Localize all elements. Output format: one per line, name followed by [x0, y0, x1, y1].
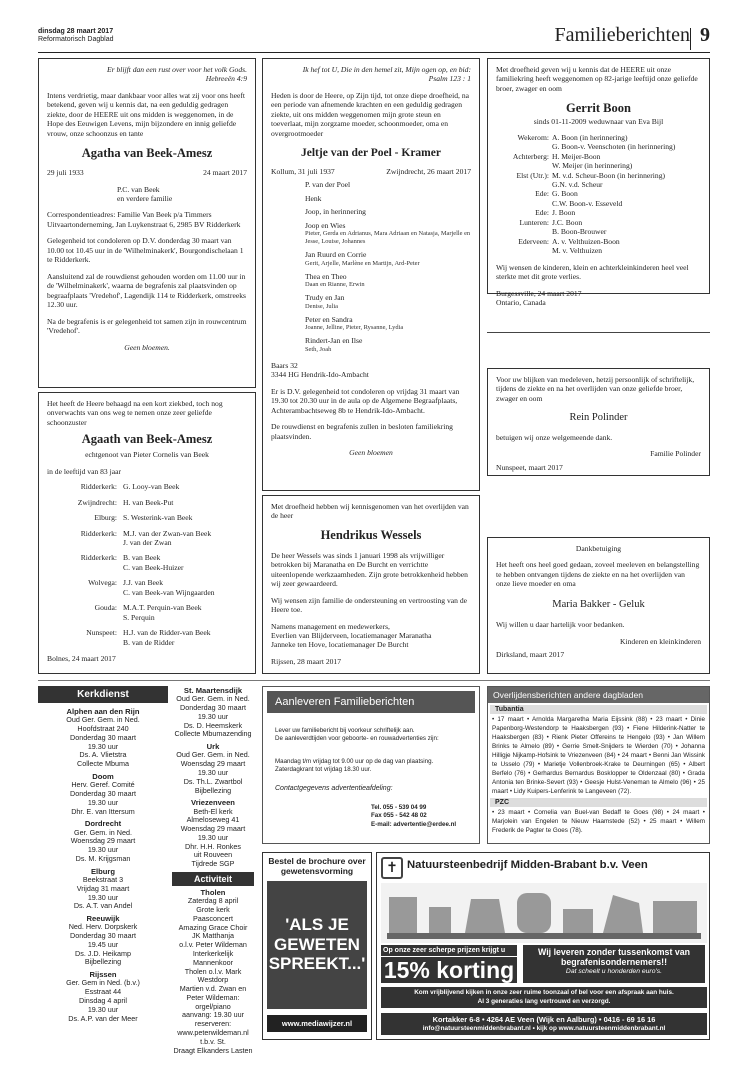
- family-member: Rindert-Jan en Ilse: [305, 336, 363, 346]
- family-group: [305, 250, 471, 267]
- brochure-cover: 'ALS JE GEWETEN SPREEKT...': [267, 881, 367, 1009]
- church-place: Elburg: [90, 866, 116, 876]
- kerkdienst-title: Kerkdienst: [38, 686, 168, 703]
- family-member: Peter en Sandra: [305, 314, 353, 324]
- quote-text: Ik hef tot U, Die in den hemel zit, Mijn ogen op, en bid:: [302, 65, 471, 74]
- family-member: P. van der Poel: [305, 180, 351, 190]
- instruction-1: Lever uw familiebericht bij voorkeur schriftelijk aan.: [275, 727, 415, 734]
- grandchildren: Seth, Joah: [305, 345, 332, 353]
- church-entry: [38, 867, 168, 911]
- paper-tubantia: Tubantia: [490, 705, 707, 714]
- family-row: [47, 553, 247, 572]
- deceased-name: Hendrikus Wessels: [320, 527, 422, 542]
- family-row: [47, 482, 247, 491]
- church-place: Alphen aan den Rijn: [66, 707, 140, 716]
- family-names: M. v.d. Scheur-Boon (in herinnering) G.N. v.d. Scheur: [552, 170, 666, 189]
- brochure-url[interactable]: www.mediawijzer.nl: [267, 1015, 367, 1032]
- signer-family: en verdere familie: [117, 193, 173, 203]
- page-number: 9: [700, 24, 710, 46]
- activity-place: Tholen: [200, 888, 226, 898]
- widower-line: sinds 01-11-2009 weduwnaar van Eva Bijl: [533, 117, 664, 127]
- correspondence-address: Correspondentieadres: Familie Van Beek p/a Timmers Uitvaartonderneming, Jan Luykenstraat 6, 2985 BV Ridderkerk: [47, 210, 241, 229]
- aanleveren-box: [262, 686, 480, 844]
- address-line: Kortakker 6-8 • 4264 AE Veen (Wijk en Aalburg) • 0416 - 69 16 16: [432, 1015, 656, 1024]
- family-row: [496, 133, 701, 152]
- church-place: Vriezenveen: [191, 798, 235, 808]
- header-date: dinsdag 28 maart 2017: [38, 28, 114, 35]
- deceased-name: Maria Bakker - Geluk: [552, 598, 645, 610]
- church-entry: [172, 798, 254, 869]
- place-date: Bolnes, 24 maart 2017: [47, 654, 116, 664]
- family-names: H.J. van de Ridder-van Beek B. van de Ridder: [123, 628, 211, 647]
- family-member: Thea en Theo: [305, 271, 347, 281]
- family-row: [47, 578, 247, 597]
- family-row: [47, 513, 247, 522]
- birth-date: 29 juli 1933: [47, 168, 84, 178]
- church-entry: [38, 914, 168, 967]
- notice-intro: Met droefheid hebben wij kennisgenomen van het overlijden van de heer: [271, 502, 469, 521]
- family-names: S. Westerink-van Beek: [123, 513, 193, 523]
- family-names: J.C. Boon B. Boon-Brouwer: [552, 217, 607, 237]
- no-intermediary: Wij leveren zonder tussenkomst van begrafenisondernemers!!: [538, 947, 690, 967]
- funeral-info: De rouwdienst en begrafenis zullen in besloten familiekring plaatsvinden.: [271, 422, 453, 441]
- church-place: Rijssen: [89, 970, 117, 980]
- family-row: [496, 171, 701, 190]
- notice-wish: Wij wensen zijn familie de ondersteuning en vertroosting van de Heere toe.: [271, 595, 468, 615]
- family-member: Joop, in herinnering: [305, 207, 366, 217]
- tubantia-list: • 17 maart • Arnolda Margaretha Maria Eijssink (88) • 23 maart • Dinie Papenborg-Westendorp te Haaksbergen (93) • Fiene Hilderink-Natter te Haaksbergen (83) • Rienk Pieter Offereins te Hengelo (93) • Jan Willem Brinks te Almelo (89) • Gerrie Smelt-Snijders te Wierden (70) • Johanna Hilligje Nijkamp-Hofsink te Vriezenveen (84) • 24 maart • Benni Jan Wissink te Usselo (79) • Marietje Vollenbroek-Krake te Deurningen (65) • Albert Berfelo (76) • Gerhardus Bernardus Bosklopper te Oldenzaal (80) • Grada Antonia ten Brinke-Severt (93) • Geesje Hulst-Veneman te Almelo (96) • 25 maart • Lidy Kuipers-Lenferink te Langeveen (72).: [492, 716, 705, 795]
- church-entry: [172, 742, 254, 795]
- no-intermediary-box: [523, 945, 705, 983]
- deceased-name: Agatha van Beek-Amesz: [81, 146, 213, 161]
- family-group: [305, 272, 471, 289]
- grandchildren: Gerit, Arjelle, Marlène en Martijn, Ard-Peter: [305, 259, 420, 267]
- birth-date: Kollum, 31 juli 1937: [271, 166, 335, 176]
- church-details: Ned. Herv. Dorpskerk Donderdag 30 maart 19.45 uur Ds. J.D. Heikamp Bijbellezing: [68, 922, 138, 967]
- activity-text: Zaterdag 8 april Grote kerk Paasconcert Amazing Grace Choir JK Matthanja o.l.v. Peter Wildeman Interkerkelijk Mannenkoor Tholen o.l.v. Mark Westdorp Martien v.d. Zwan en Peter Wildeman: orgel/piano aanvang: 19.30 uur reserveren: www.peterwildeman.nl t.b.v. St. Draagt Elkanders Lasten: [173, 896, 253, 1055]
- church-entry: [38, 772, 168, 816]
- brochure-heading: Bestel de brochure over gewetensvorming: [268, 856, 366, 876]
- notice-wessels: [262, 495, 480, 674]
- family-row: [496, 237, 701, 256]
- church-entry: [172, 686, 254, 739]
- church-details: Beth-El kerk Almeloseweg 41 Woensdag 29 maart 19.30 uur Dhr. H.H. Ronkes uit Rouveen Tijdrede SGP: [180, 806, 246, 869]
- family-place: Ede:: [535, 189, 549, 199]
- family-place: Wekerom:: [517, 132, 549, 142]
- thanks-title: Dankbetuiging: [575, 544, 622, 553]
- family-place: Elst (Utr.):: [516, 170, 549, 180]
- family-names: M.A.T. Perquin-van Beek S. Perquin: [123, 603, 202, 622]
- church-entry: [38, 970, 168, 1023]
- family-group: [305, 293, 471, 310]
- family-place: Ridderkerk:: [80, 553, 117, 563]
- family-member: Henk: [305, 193, 322, 203]
- church-details: Beekstraat 3 Vrijdag 31 maart 19.30 uur Ds. A.T. van Andel: [73, 874, 133, 911]
- church-place: St. Maartensdijk: [183, 686, 243, 695]
- signature-block: Namens management en medewerkers, Everlien van Blijderveen, locatiemanager Maranatha Janneke ten Hove, locatiemanager De Burcht: [271, 621, 432, 650]
- church-list: [172, 686, 254, 869]
- natuursteen-ad: [376, 852, 710, 1040]
- signature: Kinderen en kleinkinderen: [620, 636, 701, 646]
- family-group: [305, 221, 471, 246]
- family-row: [47, 529, 247, 548]
- family-row: [496, 189, 701, 208]
- family-group: [305, 315, 471, 332]
- column-rule: [487, 332, 710, 333]
- notice-text: De heer Wessels was sinds 1 januari 1998 als vrijwilliger betrokken bij Maranatha en De Burcht en verrichtte uiteenlopende werkzaamheden. Zijn grote betrokkenheid hebben wij zeer gewaardeerd.: [271, 550, 468, 589]
- family-place: Ridderkerk:: [80, 528, 117, 538]
- place-date: Burgessville, 24 maart 2017 Ontario, Canada: [496, 288, 582, 308]
- family-names: H. Meijer-Boon W. Meijer (in herinnering): [552, 151, 633, 171]
- header-rule: [38, 52, 710, 53]
- quote-ref: Hebreeën 4:9: [205, 74, 247, 84]
- family-place: Achterberg:: [512, 151, 549, 161]
- thanks-intro: Voor uw blijken van medeleven, hetzij persoonlijk of schriftelijk, tijdens de ziekte en na het overlijden van onze geliefde broer, zwager en oom: [496, 375, 695, 403]
- address: Baars 32 3344 HG Hendrik-Ido-Ambacht: [271, 360, 369, 380]
- wish-text: Wij wensen de kinderen, klein en achterkleinkinderen heel veel sterkte met dit grote verlies.: [496, 262, 689, 282]
- overlijdens-box: [487, 686, 710, 844]
- deceased-name: Gerrit Boon: [566, 101, 631, 116]
- family-names: H. van Beek-Put: [123, 497, 174, 507]
- church-list: [38, 707, 168, 1023]
- church-place: Urk: [206, 742, 220, 752]
- paper-pzc: PZC: [490, 798, 707, 807]
- family-list: [47, 482, 247, 647]
- family-names: J. Boon: [552, 208, 576, 218]
- notice-agaath: [38, 392, 256, 674]
- family-member: Jan Ruurd en Corrie: [305, 250, 367, 260]
- deadline-1: Maandag t/m vrijdag tot 9.00 uur op de dag van plaatsing.: [275, 757, 434, 765]
- web-line[interactable]: info@natuursteenmiddenbrabant.nl • kijk op www.natuursteenmiddenbrabant.nl: [422, 1024, 666, 1032]
- family-place: Ridderkerk:: [80, 482, 117, 492]
- bottom-rule: [38, 680, 710, 681]
- family-place: Ederveen:: [518, 236, 549, 246]
- family-place: Wolvega:: [88, 578, 117, 588]
- instruction-2: De aanleverdtijden voor geboorte- en rouwadvertenties zijn:: [275, 735, 439, 743]
- family-member: Trudy en Jan: [305, 293, 345, 303]
- aanleveren-title: Aanleveren Familieberichten: [267, 691, 475, 713]
- place-date: Nunspeet, maart 2017: [496, 462, 563, 472]
- notice-intro: Het heeft de Heere behaagd na een kort ziekbed, toch nog onverwachts van ons weg te nemen onze zeer geliefde schoonzuster: [47, 399, 223, 427]
- deceased-name: Agaath van Beek-Amesz: [81, 432, 213, 447]
- activiteit-title: Activiteit: [172, 872, 254, 886]
- church-entry: [38, 707, 168, 769]
- notice-jeltje: [262, 58, 480, 491]
- signer: P.C. van Beek: [117, 184, 160, 194]
- notice-bakker: [487, 537, 710, 674]
- contact-tel: Tel. 055 - 539 04 99: [371, 803, 427, 811]
- death-date: 24 maart 2017: [203, 168, 247, 178]
- place-date: Dirksland, maart 2017: [496, 650, 565, 660]
- header-divider: [690, 28, 691, 50]
- grandchildren: Pieter, Gerda en Adrianus, Mara Adriaan en Natasja, Marjelle en Jesse, Louise, Johannes: [305, 230, 471, 246]
- family-place: Lunteren:: [519, 217, 549, 227]
- family-names: G. Boon C.W. Boon-v. Esseveld: [552, 189, 623, 208]
- kerkdienst-column-2: [172, 686, 254, 1055]
- contact-fax: Fax 055 - 542 48 02: [371, 812, 427, 820]
- header-paper: Reformatorisch Dagblad: [38, 35, 114, 43]
- death-date: Zwijndrecht, 26 maart 2017: [386, 166, 471, 176]
- promo-text: Op onze zeer scherpe prijzen krijgt u: [381, 945, 517, 956]
- family-row: [47, 498, 247, 507]
- family-row: [47, 628, 247, 647]
- family-list: [271, 180, 471, 353]
- place-date: Rijssen, 28 maart 2017: [271, 656, 342, 666]
- contact-email[interactable]: E-mail: advertentie@erdee.nl: [371, 820, 457, 828]
- brochure-ad: [262, 852, 372, 1040]
- family-group: [305, 194, 471, 203]
- signature-block: [47, 185, 247, 204]
- family-list: [496, 133, 701, 256]
- family-place: Elburg:: [94, 513, 117, 523]
- family-names: J.J. van Beek C. van Beek-van Wijngaarden: [123, 578, 215, 597]
- notice-polinder: [487, 368, 710, 476]
- quote-text: Er blijft dan een rust over voor het volk Gods.: [106, 65, 247, 74]
- church-details: Ger. Gem. in Ned. Woensdag 29 maart 19.30 uur Ds. M. Krijgsman: [70, 827, 136, 863]
- notice-intro: Intens verdrietig, maar dankbaar voor alles wat zij voor ons heeft betekend, geven wij u kennis dat, na een geduldig gedragen ziekte, door de HEERE uit ons midden is weggenomen, in de Hope des Eeuwigen Levens, mijn bijzondere en innig geliefde vrouw, onze schoonzus en tante: [47, 90, 245, 138]
- section-title: Familieberichten: [554, 24, 690, 46]
- church-details: Oud Ger. Gem. in Ned. Hoofdstraat 240 Donderdag 30 maart 19.30 uur Ds. A. Vlietstra Collecte Mbuma: [66, 715, 140, 769]
- tombstone-icon: ✝: [381, 857, 403, 879]
- family-place: Nunspeet:: [86, 628, 117, 638]
- family-group: [305, 336, 471, 353]
- family-names: A. v. Velthuizen-Boon M. v. Velthuizen: [552, 236, 620, 256]
- thanks-line: Wij willen u daar hartelijk voor bedanken.: [496, 620, 625, 630]
- thanks-text: betuigen wij onze welgemeende dank.: [496, 432, 613, 442]
- family-names: M.J. van der Zwan-van Beek J. van der Zwan: [123, 528, 212, 547]
- church-place: Doom: [92, 771, 114, 781]
- church-details: Oud Ger. Gem. in Ned. Woensdag 29 maart 19.30 uur Ds. Th.L. Zwartbol Bijbellezing: [176, 750, 250, 795]
- headstone-photos: [381, 883, 707, 943]
- discount: 15% korting: [381, 957, 517, 983]
- notice-gerrit: [487, 58, 710, 308]
- family-row: [47, 603, 247, 622]
- contact-heading: Contactgegevens advertentieafdeling:: [275, 785, 393, 793]
- condolence-info: Gelegenheid tot condoleren op D.V. donderdag 30 maart van 10.00 tot 10.45 uur in de 'Wilhelminakerk', Bourgondischelaan 1 te Ridderkerk.: [47, 236, 244, 265]
- quote-ref: Psalm 123 : 1: [428, 74, 471, 84]
- tradition-text: Al 3 generaties lang vertrouwd en verzorgd.: [477, 997, 611, 1005]
- contact-bar: [381, 1013, 707, 1035]
- church-details: Ger. Gem in Ned. (b.v.) Esstraat 44 Dinsdag 4 april 19.30 uur Ds. A.P. van der Meer: [66, 978, 140, 1023]
- family-place: Ede:: [535, 208, 549, 218]
- family-names: B. van Beek C. van Beek-Huizer: [123, 553, 184, 572]
- header-meta: [38, 28, 113, 43]
- family-place: Gouda:: [94, 603, 117, 613]
- notice-intro: Heden is door de Heere, op Zijn tijd, tot onze diepe droefheid, na een periode van afnemende krachten en een geduldig gedragen ziekte, uit ons midden weggenomen mijn grote steun en toeverlaat, mijn zorgzame moeder, schoonmoeder, oma en overgrootmoeder: [271, 90, 470, 138]
- family-names: A. Boon (in herinnering) G. Boon-v. Veenschoten (in herinnering): [552, 132, 676, 152]
- church-details: Oud Ger. Gem. in Ned. Donderdag 30 maart 19.30 uur Ds. D. Heemskerk Collecte Mbumazending: [174, 694, 252, 739]
- grandchildren: Joanne, Jelline, Pieter, Rysanne, Lydia: [305, 324, 404, 332]
- spouse-line: echtgenoot van Pieter Cornelis van Beek: [85, 450, 209, 460]
- grandchildren: Daan en Rianne, Erwin: [305, 281, 365, 289]
- signature: Familie Polinder: [650, 449, 701, 459]
- church-details: Herv. Geref. Comité Donderdag 30 maart 19.30 uur Dhr. E. van Ittersum: [70, 780, 136, 816]
- deadline-2: Zaterdagkrant tot vrijdag 18.30 uur.: [275, 766, 372, 774]
- family-member: Joop en Wies: [305, 220, 346, 230]
- visit-info: [381, 987, 707, 1008]
- notice-intro: Met droefheid geven wij u kennis dat de HEERE uit onze familiekring heeft weggenomen op 82-jarige leeftijd onze geliefde broer, zwager en oom: [496, 65, 698, 93]
- savings: Dat scheelt u honderden euro's.: [565, 968, 663, 976]
- notice-agatha: [38, 58, 256, 388]
- age-line: in de leeftijd van 83 jaar: [47, 466, 122, 476]
- overlijdens-title: Overlijdensberichten andere dagbladen: [488, 687, 709, 703]
- grandchildren: Denise, Julia: [305, 302, 339, 310]
- company-name: Natuursteenbedrijf Midden-Brabant b.v. Veen: [407, 859, 648, 871]
- church-place: Dordrecht: [84, 819, 122, 829]
- thanks-text: Het heeft ons heel goed gedaan, zoveel meeleven en belangstelling te hebben ontvangen tijdens de ziekte en na het overlijden van onze lieve moeder en oma: [496, 560, 700, 589]
- no-flowers: Geen bloemen: [349, 448, 393, 457]
- gathering-info: Na de begrafenis is er gelegenheid tot samen zijn in rouwcentrum 'Vredehof'.: [47, 316, 247, 336]
- family-names: G. Looy-van Beek: [123, 482, 180, 492]
- family-row: [496, 152, 701, 171]
- activity-item: [172, 888, 254, 1055]
- family-group: [305, 180, 471, 189]
- deceased-name: Jeltje van der Poel - Kramer: [301, 147, 441, 160]
- condolence-info: Er is D.V. gelegenheid tot condoleren op vrijdag 31 maart van 19.30 tot 20.30 uur in de aula op de Algemene Begraafplaats, Achterambachtseweg 8b te Hendrik-Ido-Ambacht.: [271, 386, 460, 415]
- visit-text: Kom vrijblijvend kijken in onze zeer ruime toonzaal of bel voor een afspraak aan huis.: [414, 989, 674, 996]
- family-row: [496, 218, 701, 237]
- pzc-list: • 23 maart • Cornelia van Buel-van Bedaff te Goes (98) • 24 maart • Marjolein van Engelen te Nieuw Haamstede (52) • 25 maart • Willem Frederik de Pagter te Goes (78).: [492, 809, 705, 835]
- no-flowers: Geen bloemen.: [124, 342, 170, 352]
- family-place: Zwijndrecht:: [77, 497, 117, 507]
- church-place: Reeuwijk: [86, 914, 120, 924]
- funeral-info: Aansluitend zal de rouwdienst gehouden worden om 11.00 uur in de 'Wilhelminakerk', waarna de begrafenis zal plaatsvinden op begraafplaats 'Vredehof', Lagendijk 114 te Ridderkerk, omstreeks 12.30 uur.: [47, 271, 246, 310]
- church-entry: [38, 819, 168, 863]
- deceased-name: Rein Polinder: [569, 412, 628, 424]
- family-group: [305, 207, 471, 216]
- family-row: [496, 208, 701, 217]
- kerkdienst-column: [38, 686, 168, 1042]
